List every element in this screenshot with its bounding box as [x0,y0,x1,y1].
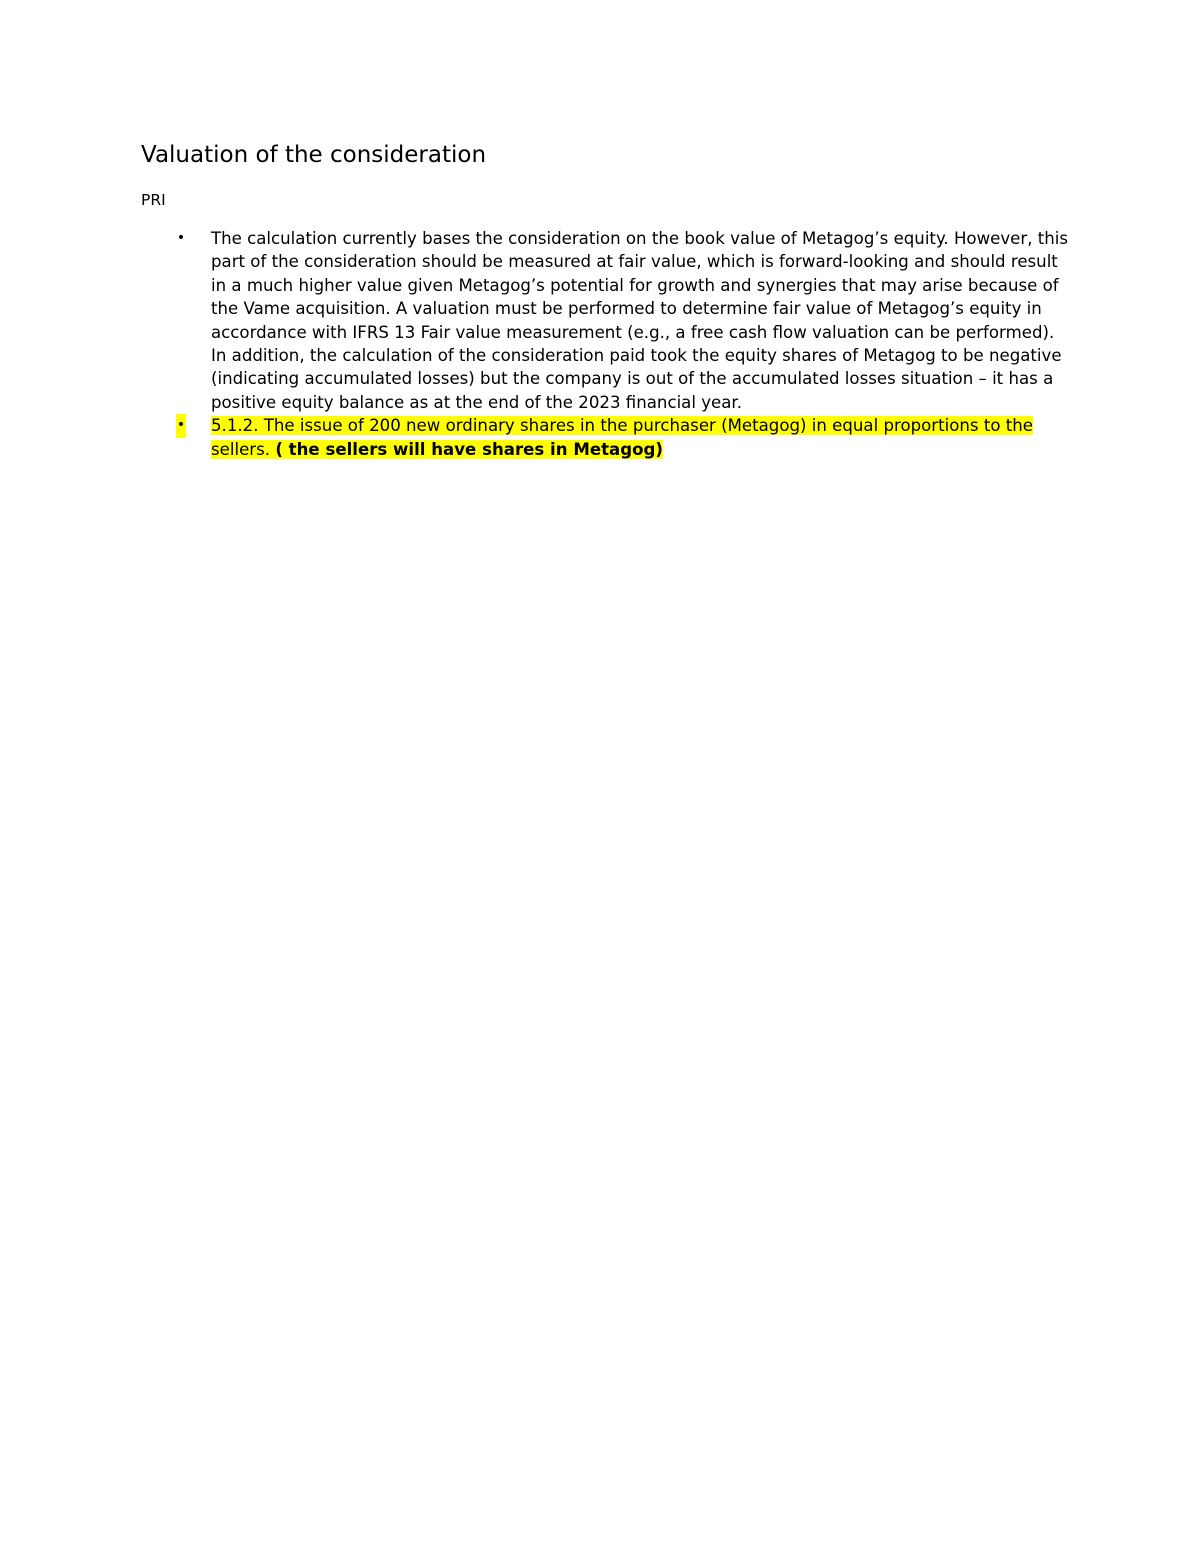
list-item [176,414,1071,461]
list-item [176,227,1071,414]
bullet-icon: • [176,230,186,246]
bullet-text: The calculation currently bases the consideration on the book value of Metagog’s equity. However, this part of the consideration should be measured at fair value, which is forward-looking and should result in a much higher value given Metagog’s potential for growth and synergies that may arise because of the Vame acquisition. A valuation must be performed to determine fair value of Metagog’s equity in accordance with IFRS 13 Fair value measurement (e.g., a free cash flow valuation can be performed). In addition, the calculation of the consideration paid took the equity shares of Metagog to be negative (indicating accumulated losses) but the company is out of the accumulated losses situation – it has a positive equity balance as at the end of the 2023 financial year. [211,229,1069,412]
bullet-list [176,227,1071,461]
document-heading: Valuation of the consideration [141,142,487,168]
section-label: PRI [141,191,166,209]
highlighted-bold-text: ( the sellers will have shares in Metagog) [275,439,663,459]
highlighted-bullet-text: 5.1.2. The issue of 200 new ordinary shares in the purchaser (Metagog) in equal proportions to the sellers. [211,416,1033,459]
bullet-icon: • [176,414,186,437]
